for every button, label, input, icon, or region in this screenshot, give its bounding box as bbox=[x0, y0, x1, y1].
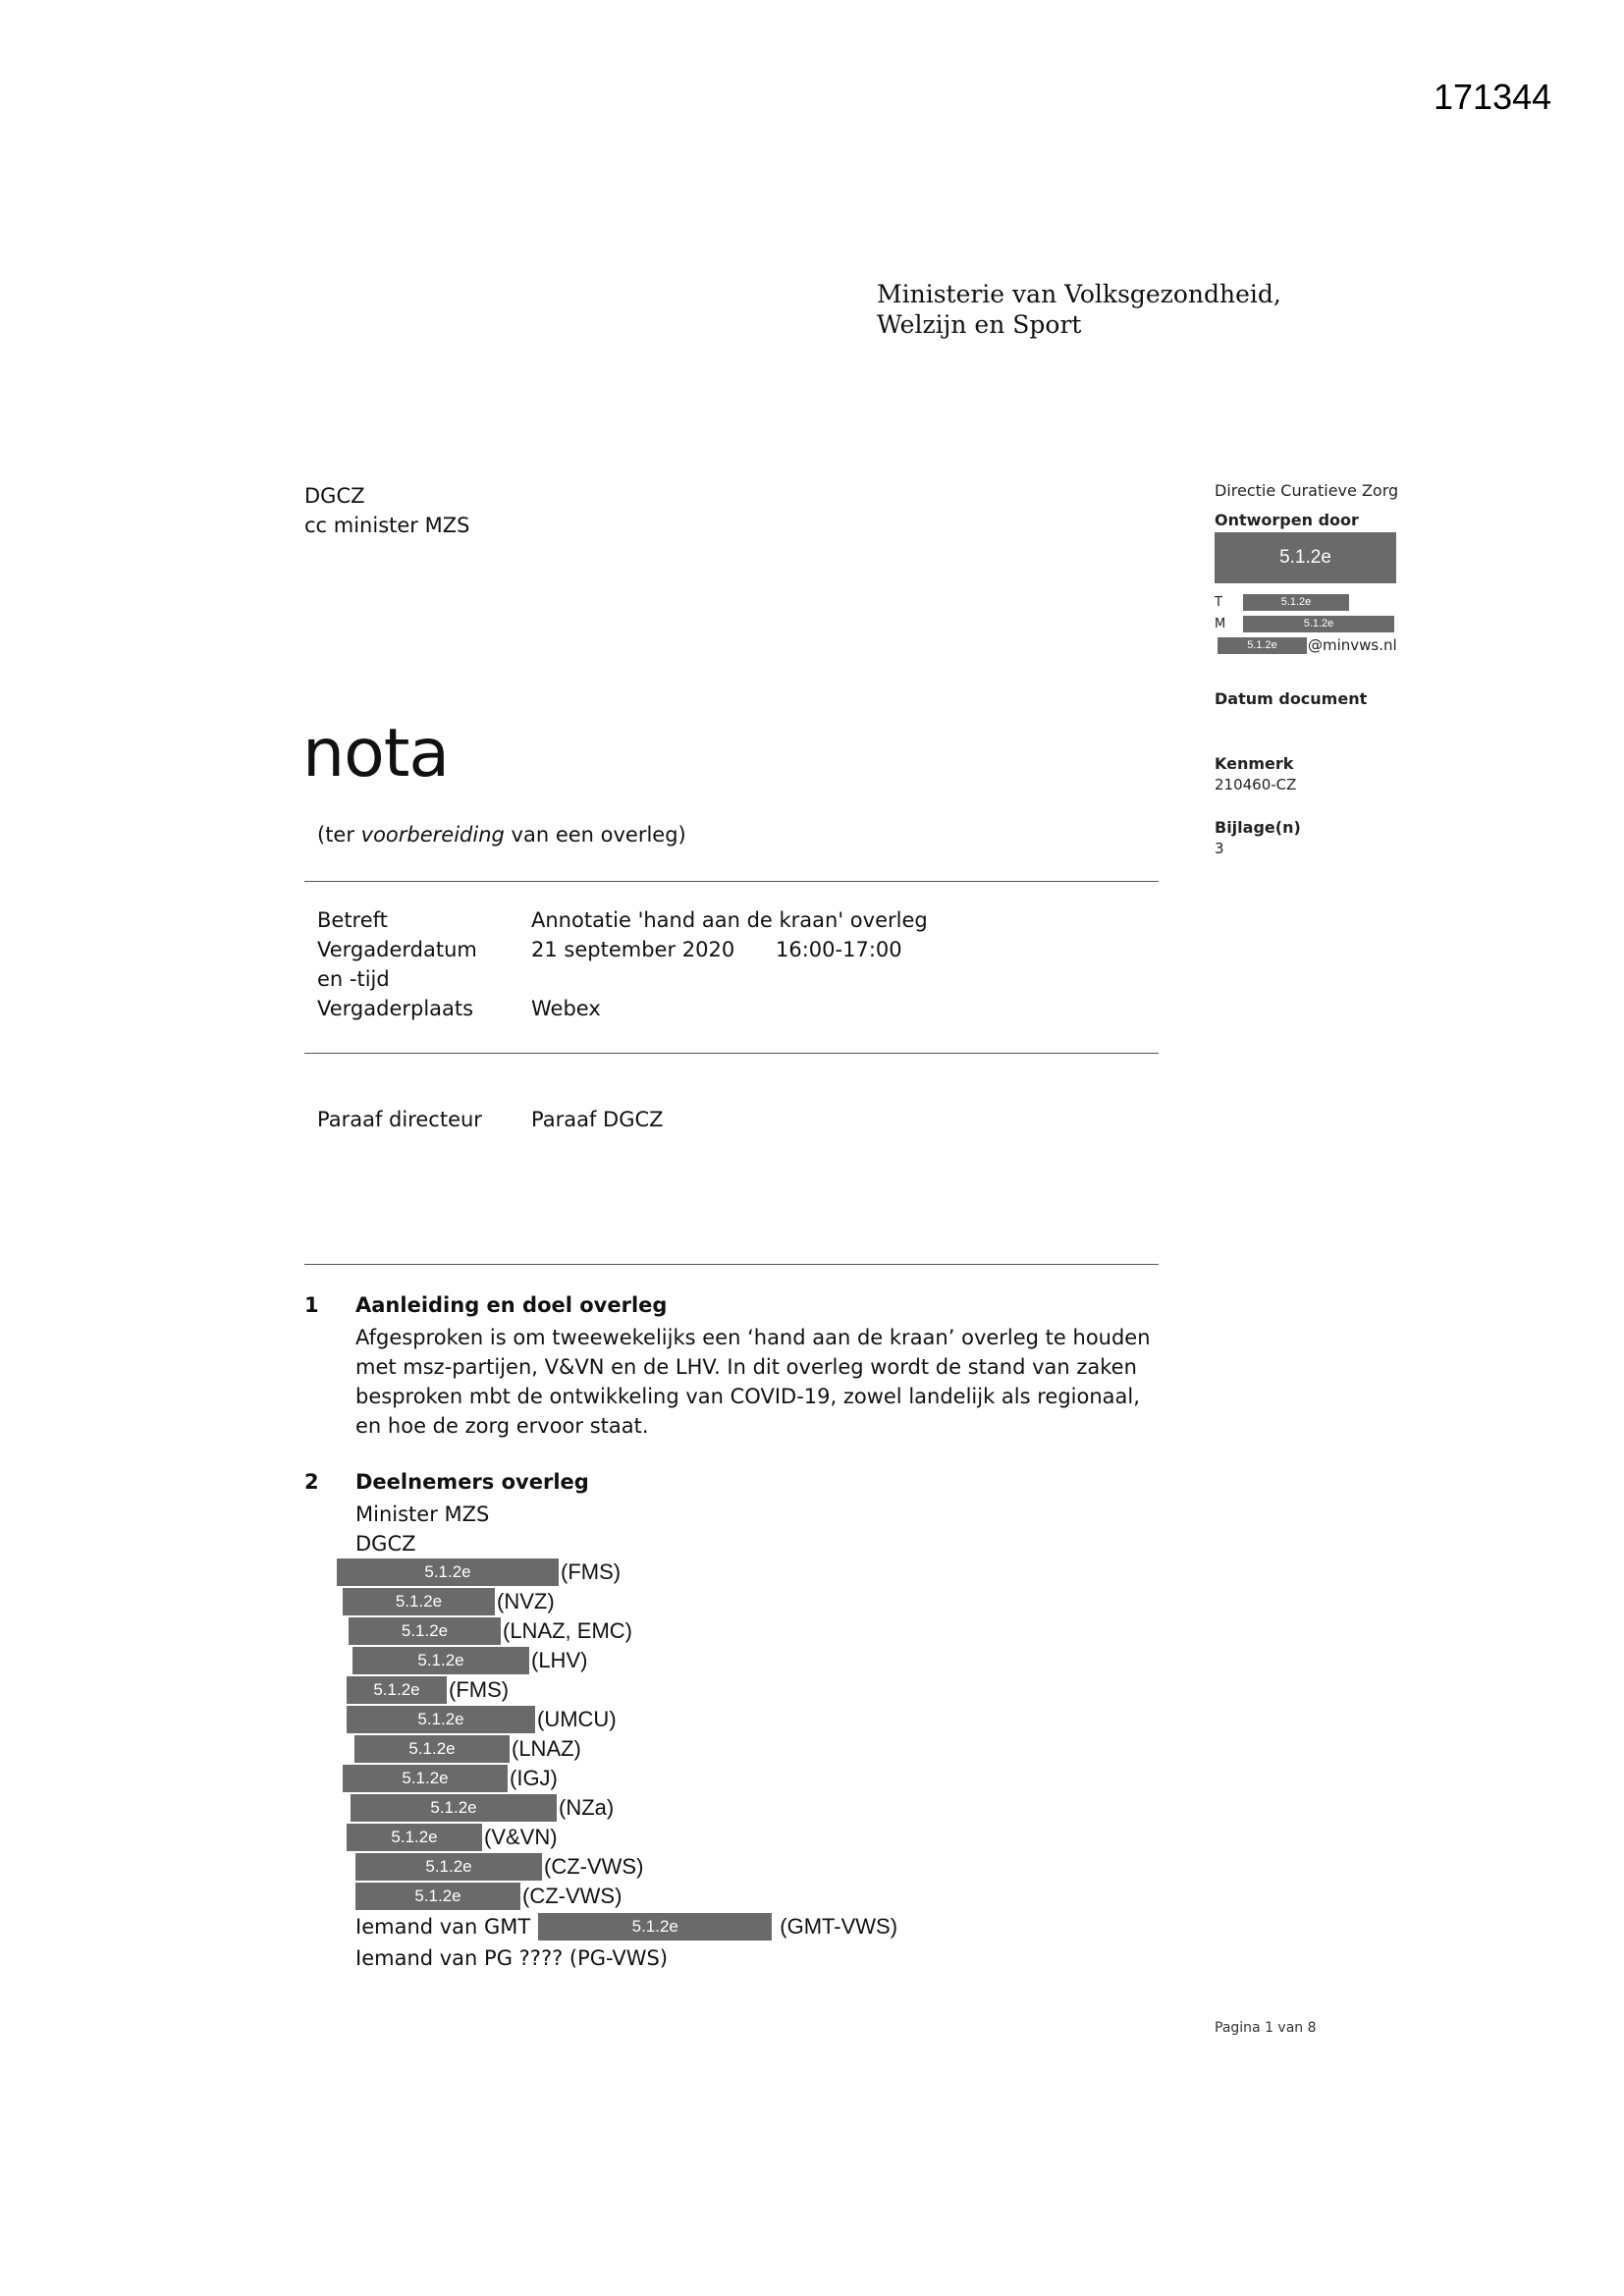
participant-row bbox=[355, 1853, 643, 1881]
participant-row bbox=[347, 1824, 558, 1851]
section-1-body bbox=[355, 1323, 1180, 1441]
participant-org: (NVZ) bbox=[497, 1589, 555, 1613]
participant-row bbox=[355, 1883, 622, 1910]
section-1-line-2: met msz-partijen, V&VN en de LHV. In dit overleg wordt de stand van zaken bbox=[355, 1355, 1137, 1379]
participant-org: (UMCU) bbox=[537, 1707, 617, 1731]
sidebar-reference-value: 210460-CZ bbox=[1215, 776, 1297, 793]
participant-row bbox=[351, 1794, 614, 1822]
initials-dgcz: Paraaf DGCZ bbox=[531, 1108, 664, 1131]
redaction-block-email: 5.1.2e bbox=[1218, 637, 1307, 654]
meeting-place-value: Webex bbox=[531, 997, 601, 1020]
subtitle-after: van een overleg) bbox=[504, 823, 686, 847]
redaction-block: 5.1.2e bbox=[347, 1706, 535, 1733]
divider-2 bbox=[304, 1053, 1159, 1054]
participant-org: (NZa) bbox=[559, 1795, 615, 1820]
redaction-block: 5.1.2e bbox=[352, 1647, 529, 1674]
redaction-block: 5.1.2e bbox=[349, 1617, 501, 1645]
section-2-title: Deelnemers overleg bbox=[355, 1470, 589, 1494]
document-title: nota bbox=[302, 715, 450, 793]
addressee-line-2: cc minister MZS bbox=[304, 514, 470, 537]
section-2-line-2: DGCZ bbox=[355, 1532, 416, 1556]
redaction-block: 5.1.2e bbox=[351, 1794, 557, 1822]
meeting-time-value: 16:00-17:00 bbox=[776, 938, 902, 961]
subject-label: Betreft bbox=[317, 908, 388, 932]
subtitle-before: (ter bbox=[317, 823, 361, 847]
redaction-block-author: 5.1.2e bbox=[1215, 532, 1396, 583]
participant-row bbox=[354, 1735, 581, 1763]
sidebar-phone-label: T bbox=[1215, 595, 1222, 610]
section-1-number: 1 bbox=[304, 1293, 319, 1317]
redaction-block: 5.1.2e bbox=[355, 1883, 520, 1910]
redaction-block-gmt: 5.1.2e bbox=[538, 1913, 772, 1941]
sidebar-reference-label: Kenmerk bbox=[1215, 754, 1294, 773]
participant-row bbox=[343, 1588, 555, 1615]
participant-org: (FMS) bbox=[449, 1677, 510, 1702]
gmt-prefix: Iemand van GMT bbox=[355, 1915, 531, 1939]
participant-org: (FMS) bbox=[561, 1559, 622, 1584]
participant-row bbox=[347, 1706, 617, 1733]
section-2-line-1: Minister MZS bbox=[355, 1503, 490, 1526]
sidebar-mobile-label: M bbox=[1215, 617, 1226, 631]
redaction-block-mobile: 5.1.2e bbox=[1243, 616, 1394, 632]
participant-org: (LNAZ) bbox=[512, 1736, 581, 1761]
sidebar-date-wrap bbox=[1215, 689, 1367, 708]
meeting-date-label-2: en -tijd bbox=[317, 967, 390, 991]
initials-director: Paraaf directeur bbox=[317, 1108, 482, 1131]
redaction-block: 5.1.2e bbox=[347, 1824, 482, 1851]
subject-value: Annotatie 'hand aan de kraan' overleg bbox=[531, 908, 928, 932]
meeting-date-value: 21 september 2020 bbox=[531, 938, 735, 961]
sidebar-department: Directie Curatieve Zorg bbox=[1215, 481, 1399, 500]
section-1-line-3: besproken mbt de ontwikkeling van COVID-19, zowel landelijk als regionaal, bbox=[355, 1385, 1140, 1408]
participant-row bbox=[347, 1676, 509, 1704]
participant-org: (LHV) bbox=[531, 1648, 588, 1672]
document-number: 171344 bbox=[1434, 77, 1552, 117]
section-2-body bbox=[355, 1500, 1180, 1558]
participant-row bbox=[343, 1765, 558, 1792]
sidebar-date-label: Datum document bbox=[1215, 689, 1368, 708]
sidebar-reference-wrap bbox=[1215, 754, 1293, 773]
ministry-name-line-2: Welzijn en Sport bbox=[877, 310, 1082, 339]
participant-org: (LNAZ, EMC) bbox=[503, 1618, 632, 1643]
redaction-block: 5.1.2e bbox=[343, 1588, 495, 1615]
participant-org: (CZ-VWS) bbox=[544, 1854, 644, 1879]
participant-org: (CZ-VWS) bbox=[522, 1884, 623, 1908]
redaction-block: 5.1.2e bbox=[337, 1558, 559, 1586]
participant-org: (IGJ) bbox=[510, 1766, 558, 1790]
section-1-line-4: en hoe de zorg ervoor staat. bbox=[355, 1414, 649, 1438]
sidebar-attachments-wrap bbox=[1215, 818, 1301, 837]
sidebar-attachments-label: Bijlage(n) bbox=[1215, 818, 1301, 837]
sidebar-designed-by-label: Ontworpen door bbox=[1215, 511, 1359, 529]
meeting-date-label-1: Vergaderdatum bbox=[317, 938, 477, 961]
addressee-block bbox=[304, 481, 469, 540]
gmt-org: (GMT-VWS) bbox=[780, 1914, 898, 1939]
section-1-line-1: Afgesproken is om tweewekelijks een ‘hand aan de kraan’ overleg te houden bbox=[355, 1326, 1151, 1349]
sidebar-attachments-value: 3 bbox=[1215, 840, 1224, 857]
ministry-name bbox=[877, 279, 1281, 340]
redaction-block: 5.1.2e bbox=[343, 1765, 508, 1792]
section-2-number: 2 bbox=[304, 1470, 319, 1494]
redaction-block: 5.1.2e bbox=[347, 1676, 447, 1704]
divider-1 bbox=[304, 881, 1159, 882]
redaction-block: 5.1.2e bbox=[354, 1735, 510, 1763]
subtitle-italic: voorbereiding bbox=[360, 823, 505, 847]
sidebar-email-suffix: @minvws.nl bbox=[1308, 636, 1397, 654]
addressee-line-1: DGCZ bbox=[304, 484, 365, 508]
ministry-name-line-1: Ministerie van Volksgezondheid, bbox=[877, 280, 1281, 308]
participant-row bbox=[337, 1558, 621, 1586]
sidebar-designed-by-wrap bbox=[1215, 511, 1359, 529]
redaction-block-phone: 5.1.2e bbox=[1243, 594, 1349, 611]
document-subtitle bbox=[317, 823, 686, 847]
page-number: Pagina 1 van 8 bbox=[1215, 2020, 1317, 2036]
participant-org: (V&VN) bbox=[484, 1825, 558, 1849]
participant-row bbox=[352, 1647, 587, 1674]
participant-row-gmt bbox=[355, 1913, 897, 1941]
meeting-place-label: Vergaderplaats bbox=[317, 997, 474, 1020]
redaction-block: 5.1.2e bbox=[355, 1853, 542, 1881]
section-1-title: Aanleiding en doel overleg bbox=[355, 1293, 668, 1317]
participant-row bbox=[349, 1617, 632, 1645]
participant-row-pg: Iemand van PG ???? (PG-VWS) bbox=[355, 1946, 669, 1970]
divider-3 bbox=[304, 1264, 1159, 1265]
